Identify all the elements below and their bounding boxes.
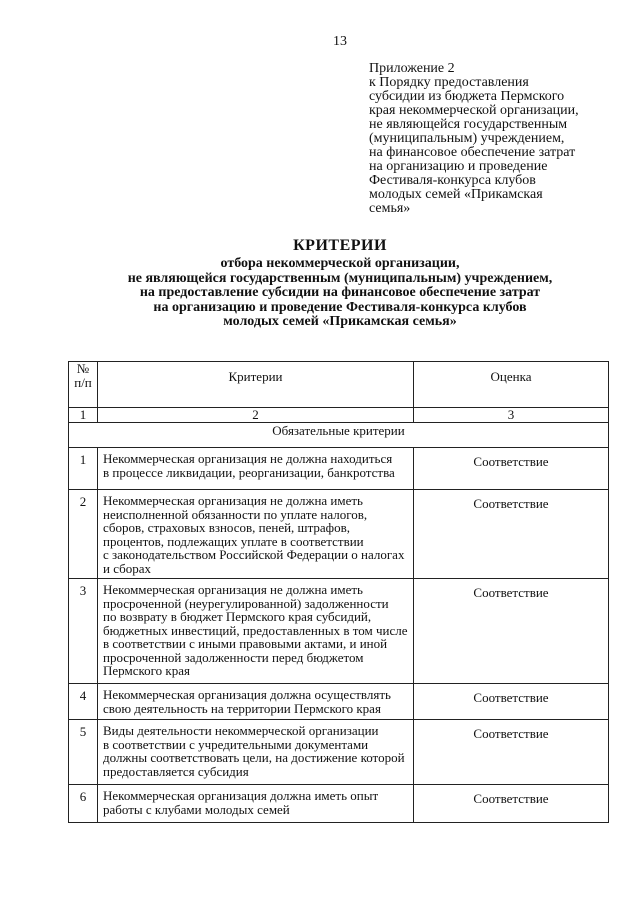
criterion-line: процентов, подлежащих уплате в соответствии bbox=[103, 533, 364, 549]
row-criterion bbox=[98, 448, 414, 490]
criterion-line: в процессе ликвидации, реорганизации, банкротства bbox=[103, 464, 395, 480]
criterion-line: просроченной (неурегулированной) задолженности bbox=[103, 595, 389, 611]
header-criteria: Критерии bbox=[98, 362, 414, 408]
row-number: 5 bbox=[69, 720, 98, 785]
row-number: 1 bbox=[69, 448, 98, 490]
criterion-line: неисполненной обязанности по уплате налогов, bbox=[103, 506, 368, 522]
table-header-row bbox=[69, 362, 609, 408]
row-criterion bbox=[98, 490, 414, 579]
criterion-line: Некоммерческая организация не должна иметь bbox=[103, 582, 363, 597]
row-score: Соответствие bbox=[414, 684, 609, 720]
row-criterion bbox=[98, 720, 414, 785]
row-score: Соответствие bbox=[414, 490, 609, 579]
table-row bbox=[69, 684, 609, 720]
table-row bbox=[69, 490, 609, 579]
page-number: 13 bbox=[333, 34, 347, 49]
row-score: Соответствие bbox=[414, 720, 609, 785]
table-row bbox=[69, 785, 609, 823]
table-row bbox=[69, 720, 609, 785]
criteria-table bbox=[68, 361, 609, 823]
appendix-line: на организацию и проведение bbox=[369, 159, 548, 174]
criterion-line: свою деятельность на территории Пермского края bbox=[103, 700, 381, 716]
row-criterion bbox=[98, 785, 414, 823]
row-score: Соответствие bbox=[414, 785, 609, 823]
header-number-abbr: п/п bbox=[74, 375, 92, 390]
subtitle-line: на предоставление субсидии на финансовое обеспечение затрат bbox=[139, 285, 541, 300]
column-index: 1 bbox=[69, 408, 98, 423]
document-title: КРИТЕРИИ bbox=[293, 237, 387, 254]
row-number: 2 bbox=[69, 490, 98, 579]
criterion-line: бюджетных инвестиций, предоставленных в том числе bbox=[103, 622, 408, 638]
section-title: Обязательные критерии bbox=[69, 423, 609, 448]
subtitle-line: отбора некоммерческой организации, bbox=[220, 256, 460, 271]
document-subtitle bbox=[0, 257, 640, 330]
subtitle-line: на организацию и проведение Фестиваля-конкурса клубов bbox=[153, 299, 527, 315]
criterion-line: по возврату в бюджет Пермского края субсидий, bbox=[103, 609, 372, 624]
appendix-line: на финансовое обеспечение затрат bbox=[369, 145, 576, 160]
appendix-line: молодых семей «Прикамская bbox=[369, 187, 543, 202]
criterion-line: Некоммерческая организация не должна находиться bbox=[103, 451, 393, 466]
criterion-line: сборов, страховых взносов, пеней, штрафов, bbox=[103, 520, 350, 535]
appendix-line: семья» bbox=[369, 201, 411, 216]
subtitle-line: не являющейся государственным (муниципальным) учреждением, bbox=[127, 270, 553, 286]
row-score: Соответствие bbox=[414, 579, 609, 684]
column-index: 2 bbox=[98, 408, 414, 423]
appendix-line: (муниципальным) учреждением, bbox=[369, 131, 565, 146]
table-row bbox=[69, 579, 609, 684]
header-number-sign: № bbox=[76, 361, 90, 376]
criterion-line: предоставляется субсидия bbox=[103, 763, 249, 779]
appendix-line: края некоммерческой организации, bbox=[369, 103, 579, 118]
row-criterion bbox=[98, 684, 414, 720]
criterion-line: Некоммерческая организация должна иметь опыт bbox=[103, 788, 379, 803]
criterion-line: работы с клубами молодых семей bbox=[103, 801, 290, 817]
criterion-line: с законодательством Российской Федерации о налогах bbox=[103, 547, 405, 562]
criterion-line: должны соответствовать цели, на достижение которой bbox=[103, 750, 405, 765]
row-score: Соответствие bbox=[414, 448, 609, 490]
criterion-line: Пермского края bbox=[103, 663, 190, 678]
criterion-line: просроченной задолженности перед бюджетом bbox=[103, 649, 364, 665]
row-number: 4 bbox=[69, 684, 98, 720]
criterion-line: в соответствии с учредительными документами bbox=[103, 736, 369, 752]
appendix-line: Приложение 2 bbox=[369, 61, 455, 76]
section-row bbox=[69, 423, 609, 448]
appendix-line: к Порядку предоставления bbox=[369, 75, 529, 90]
appendix-line: не являющейся государственным bbox=[369, 117, 568, 132]
criterion-line: Виды деятельности некоммерческой организации bbox=[103, 723, 379, 738]
header-number bbox=[69, 362, 98, 408]
row-number: 6 bbox=[69, 785, 98, 823]
criterion-line: Некоммерческая организация должна осуществлять bbox=[103, 687, 391, 702]
table-row bbox=[69, 448, 609, 490]
appendix-block bbox=[369, 62, 619, 216]
appendix-line: субсидии из бюджета Пермского bbox=[369, 89, 565, 104]
row-criterion bbox=[98, 579, 414, 684]
criterion-line: и сборах bbox=[103, 560, 152, 576]
row-number: 3 bbox=[69, 579, 98, 684]
criterion-line: в соответствии с иными правовыми актами, и иной bbox=[103, 636, 388, 651]
criterion-line: Некоммерческая организация не должна иметь bbox=[103, 493, 363, 508]
header-score: Оценка bbox=[414, 362, 609, 408]
appendix-line: Фестиваля-конкурса клубов bbox=[369, 173, 536, 188]
subtitle-line: молодых семей «Прикамская семья» bbox=[223, 314, 457, 329]
column-index: 3 bbox=[414, 408, 609, 423]
column-index-row bbox=[69, 408, 609, 423]
